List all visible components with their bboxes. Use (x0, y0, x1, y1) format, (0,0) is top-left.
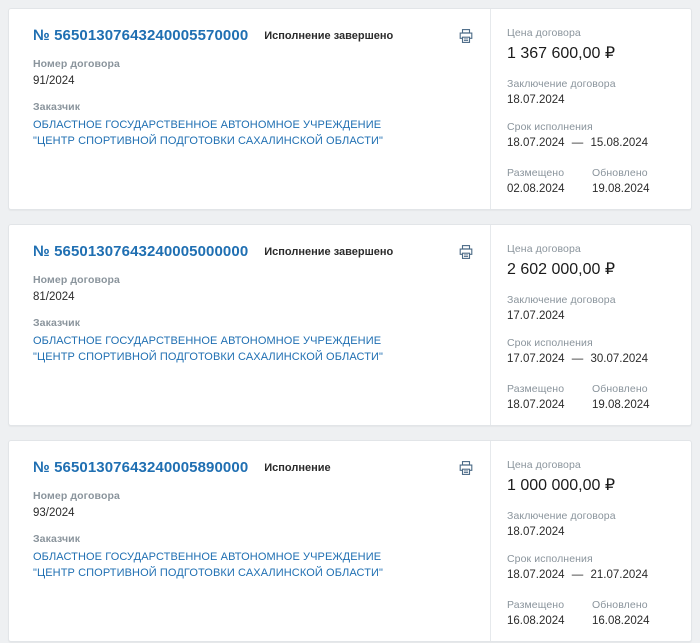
contract-card-main (9, 9, 490, 209)
customer-field (33, 101, 474, 150)
execution-term-block (507, 553, 677, 581)
price-block (507, 459, 677, 495)
price-label: Цена договора (507, 27, 581, 39)
printer-icon[interactable] (458, 459, 474, 476)
contract-registry-number-link[interactable]: № 56501307643240005000000 (33, 243, 249, 260)
contract-card-side (490, 9, 691, 209)
conclusion-value: 18.07.2024 (507, 94, 565, 106)
range-dash: — (571, 353, 584, 365)
conclusion-block (507, 510, 677, 538)
updated-label: Обновлено (592, 599, 648, 611)
price-value: 1 367 600,00 ₽ (507, 45, 616, 62)
contract-number-value: 91/2024 (33, 75, 75, 87)
execution-term-block (507, 337, 677, 365)
contract-card-main (9, 225, 490, 425)
execution-to: 15.08.2024 (590, 137, 649, 149)
contract-registry-number-link[interactable]: № 56501307643240005890000 (33, 459, 249, 476)
updated-block (592, 383, 677, 411)
contract-card-header (33, 27, 474, 44)
customer-label: Заказчик (33, 101, 81, 113)
updated-label: Обновлено (592, 383, 648, 395)
updated-block (592, 167, 677, 195)
contract-card-side (490, 441, 691, 641)
updated-block (592, 599, 677, 627)
customer-name-link[interactable]: ОБЛАСТНОЕ ГОСУДАРСТВЕННОЕ АВТОНОМНОЕ УЧРЕЖДЕНИЕ "ЦЕНТР СПОРТИВНОЙ ПОДГОТОВКИ САХАЛИНСКОЙ ОБЛАСТИ" (33, 119, 384, 147)
printer-icon[interactable] (458, 27, 474, 44)
customer-name-link[interactable]: ОБЛАСТНОЕ ГОСУДАРСТВЕННОЕ АВТОНОМНОЕ УЧРЕЖДЕНИЕ "ЦЕНТР СПОРТИВНОЙ ПОДГОТОВКИ САХАЛИНСКОЙ ОБЛАСТИ" (33, 551, 384, 579)
execution-to: 21.07.2024 (590, 569, 649, 581)
range-dash: — (571, 137, 584, 149)
updated-value: 19.08.2024 (592, 399, 650, 411)
contract-number-label: Номер договора (33, 274, 120, 286)
conclusion-label: Заключение договора (507, 294, 616, 306)
placed-block (507, 383, 592, 411)
execution-term-label: Срок исполнения (507, 121, 593, 133)
placed-value: 16.08.2024 (507, 615, 565, 627)
placed-label: Размещено (507, 599, 565, 611)
updated-value: 16.08.2024 (592, 615, 650, 627)
dates-row (507, 599, 677, 627)
placed-value: 18.07.2024 (507, 399, 565, 411)
customer-label: Заказчик (33, 533, 81, 545)
printer-icon[interactable] (458, 243, 474, 260)
execution-from: 18.07.2024 (507, 569, 565, 581)
conclusion-block (507, 78, 677, 106)
contract-card (8, 224, 692, 426)
conclusion-label: Заключение договора (507, 510, 616, 522)
placed-value: 02.08.2024 (507, 183, 565, 195)
contract-status-badge: Исполнение (264, 462, 331, 474)
customer-field (33, 317, 474, 366)
contract-number-value: 93/2024 (33, 507, 75, 519)
execution-term-value (507, 137, 677, 149)
placed-block (507, 167, 592, 195)
contract-number-field (33, 58, 474, 87)
dates-row (507, 383, 677, 411)
conclusion-block (507, 294, 677, 322)
updated-value: 19.08.2024 (592, 183, 650, 195)
price-label: Цена договора (507, 243, 581, 255)
customer-label: Заказчик (33, 317, 81, 329)
execution-term-label: Срок исполнения (507, 553, 593, 565)
contract-card-header (33, 243, 474, 260)
price-value: 2 602 000,00 ₽ (507, 261, 616, 278)
price-block (507, 243, 677, 279)
execution-to: 30.07.2024 (590, 353, 649, 365)
contract-number-value: 81/2024 (33, 291, 75, 303)
contract-card-side (490, 225, 691, 425)
customer-field (33, 533, 474, 582)
contract-card-main (9, 441, 490, 641)
execution-from: 17.07.2024 (507, 353, 565, 365)
conclusion-value: 18.07.2024 (507, 526, 565, 538)
contract-registry-number-link[interactable]: № 56501307643240005570000 (33, 27, 249, 44)
execution-term-label: Срок исполнения (507, 337, 593, 349)
contract-number-field (33, 274, 474, 303)
contract-card (8, 8, 692, 210)
placed-label: Размещено (507, 167, 565, 179)
customer-name-link[interactable]: ОБЛАСТНОЕ ГОСУДАРСТВЕННОЕ АВТОНОМНОЕ УЧРЕЖДЕНИЕ "ЦЕНТР СПОРТИВНОЙ ПОДГОТОВКИ САХАЛИНСКОЙ ОБЛАСТИ" (33, 335, 384, 363)
contract-number-label: Номер договора (33, 490, 120, 502)
updated-label: Обновлено (592, 167, 648, 179)
contract-status-badge: Исполнение завершено (264, 246, 394, 258)
range-dash: — (571, 569, 584, 581)
placed-label: Размещено (507, 383, 565, 395)
conclusion-label: Заключение договора (507, 78, 616, 90)
execution-term-value (507, 353, 677, 365)
execution-from: 18.07.2024 (507, 137, 565, 149)
contract-number-field (33, 490, 474, 519)
price-label: Цена договора (507, 459, 581, 471)
placed-block (507, 599, 592, 627)
execution-term-value (507, 569, 677, 581)
contract-number-label: Номер договора (33, 58, 120, 70)
price-block (507, 27, 677, 63)
contract-card (8, 440, 692, 642)
dates-row (507, 167, 677, 195)
execution-term-block (507, 121, 677, 149)
contract-card-header (33, 459, 474, 476)
conclusion-value: 17.07.2024 (507, 310, 565, 322)
price-value: 1 000 000,00 ₽ (507, 477, 616, 494)
contract-status-badge: Исполнение завершено (264, 30, 394, 42)
